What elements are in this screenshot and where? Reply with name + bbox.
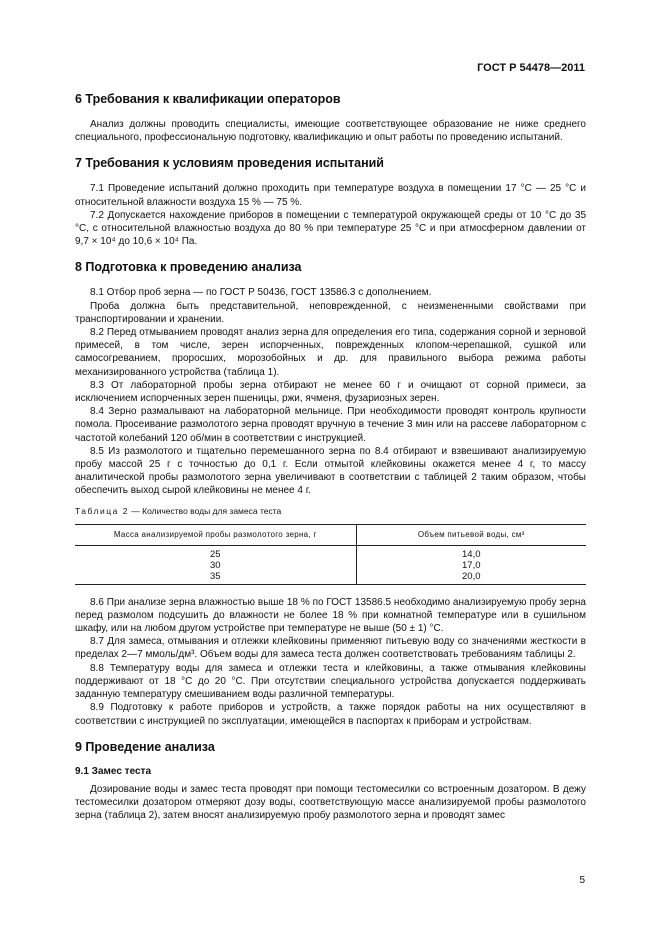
paragraph: Дозирование воды и замес теста проводят при помощи тестомесилки со встроенным дозатором. В дежу тестомесилки дозатором отмеряют дозу воды, соответствующую массе анализируемой пробы размолотого зерна (таблица 2), затем вносят анализируемую пробу размолотого зерна и проводят замес	[75, 783, 586, 822]
paragraph: 8.5 Из размолотого и тщательно перемешанного зерна по 8.4 отбирают и взвешивают анализируемую пробу массой 25 г с точностью до 0,1 г. Если отмытой клейковины окажется менее 4 г, то массу аналитической пробы размолотого зерна увеличивают в соответствии с таблицей 2 таким образом, чтобы обеспечить выход сырой клейковины не менее 4 г.	[75, 445, 586, 497]
table-row	[75, 545, 586, 560]
paragraph: 8.4 Зерно размалывают на лабораторной мельнице. При необходимости проводят контроль крупности помола. Просеивание размолотого зерна проводят вручную в течение 3 мин или на рассеве лабораторном с частотой колебаний 120 об/мин в соответствии с инструкцией.	[75, 406, 586, 444]
paragraph: 8.1 Отбор проб зерна — по ГОСТ Р 50436, ГОСТ 13586.3 с дополнением.	[90, 287, 432, 299]
cell-volume: 17,0	[356, 560, 586, 571]
paragraph: Анализ должны проводить специалисты, имеющие соответствующее образование не ниже среднего специального, профессиональную подготовку, квалификацию и опыт работы по проведению испытаний.	[75, 119, 586, 144]
paragraph: 7.1 Проведение испытаний должно проходить при температуре воздуха в помещении 17 °С — 25 °С и относительной влажности воздуха 15 % — 75 %.	[75, 183, 586, 208]
paragraph: 8.8 Температуру воды для замеса и отлежки теста и клейковины, а также отмывания клейковины поддерживают от 18 °С до 20 °С. При отсутствии специального устройства допускается поддерживать заданную температуру смешиванием воды различной температуры.	[75, 662, 586, 701]
water-volume-table	[75, 524, 586, 585]
column-header-mass: Масса анализируемой пробы размолотого зерна, г	[75, 524, 356, 545]
section-9-title: 9 Проведение анализа	[75, 739, 215, 754]
paragraph: Проба должна быть представительной, неповрежденной, с неизмененными свойствами при транспортировании и хранении.	[75, 300, 586, 325]
section-7-title: 7 Требования к условиям проведения испытаний	[75, 156, 384, 171]
paragraph: 8.3 От лабораторной пробы зерна отбирают не менее 60 г и очищают от сорной примеси, за исключением испорченных зерен пшеницы, ржи, ячменя, фузариозных зерен.	[75, 379, 586, 405]
table-row	[75, 571, 586, 585]
column-header-volume: Объем питьевой воды, см³	[356, 524, 586, 545]
section-8-title: 8 Подготовка к проведению анализа	[75, 260, 302, 275]
cell-volume: 14,0	[356, 545, 586, 560]
table-title: — Количество воды для замеса теста	[128, 505, 282, 516]
subsection-title: 9.1 Замес теста	[75, 765, 152, 777]
standard-number: ГОСТ Р 54478—2011	[477, 62, 585, 74]
paragraph: 8.7 Для замеса, отмывания и отлежки клейковины применяют питьевую воду со значениями жесткости в пределах 2—7 ммоль/дм³. Объем воды для замеса теста должен соответствовать требованиям таблицы 2.	[75, 636, 586, 661]
paragraph: 8.9 Подготовку к работе приборов и устройств, а также порядок работы на них осуществляют в соответствии с инструкцией по эксплуатации, имеющейся в паспортах к приборам и устройствам.	[75, 702, 586, 727]
page-number: 5	[579, 875, 585, 886]
table-caption	[75, 506, 586, 516]
table-row	[75, 560, 586, 571]
section-6-title: 6 Требования к квалификации операторов	[75, 92, 341, 106]
paragraph: 8.2 Перед отмыванием проводят анализ зерна для определения его типа, содержания сорной и зерновой примесей, в том числе, зерен испорченных, поврежденных клопом-черепашкой, сушкой или самосогреванием, проросших, морозобойных и др. для правильного выбора режима работы механизированного устройства (таблица 1).	[75, 327, 586, 378]
table-label: Таблица 2	[75, 505, 129, 516]
cell-mass: 35	[75, 571, 356, 585]
document-body	[75, 92, 586, 822]
cell-volume: 20,0	[356, 571, 586, 585]
cell-mass: 30	[209, 559, 221, 571]
cell-mass: 25	[209, 548, 221, 560]
paragraph: 8.6 При анализе зерна влажностью выше 18 % по ГОСТ 13586.5 необходимо анализируемую пробу зерна перед размолом подсушить до влажности не более 18 % при комнатной температуре или в сушильном шкафу, или на любом другом устройстве при температуре не выше (50 ± 1) °С.	[75, 596, 586, 635]
paragraph: 7.2 Допускается нахождение приборов в помещении с температурой окружающей среды от 10 °С до 35 °С, с относительной влажностью воздуха до 80 % при температуре 25 °С и при атмосферном давлении от 9,7 × 10⁴ до 10,6 × 10⁴ Па.	[75, 209, 586, 248]
